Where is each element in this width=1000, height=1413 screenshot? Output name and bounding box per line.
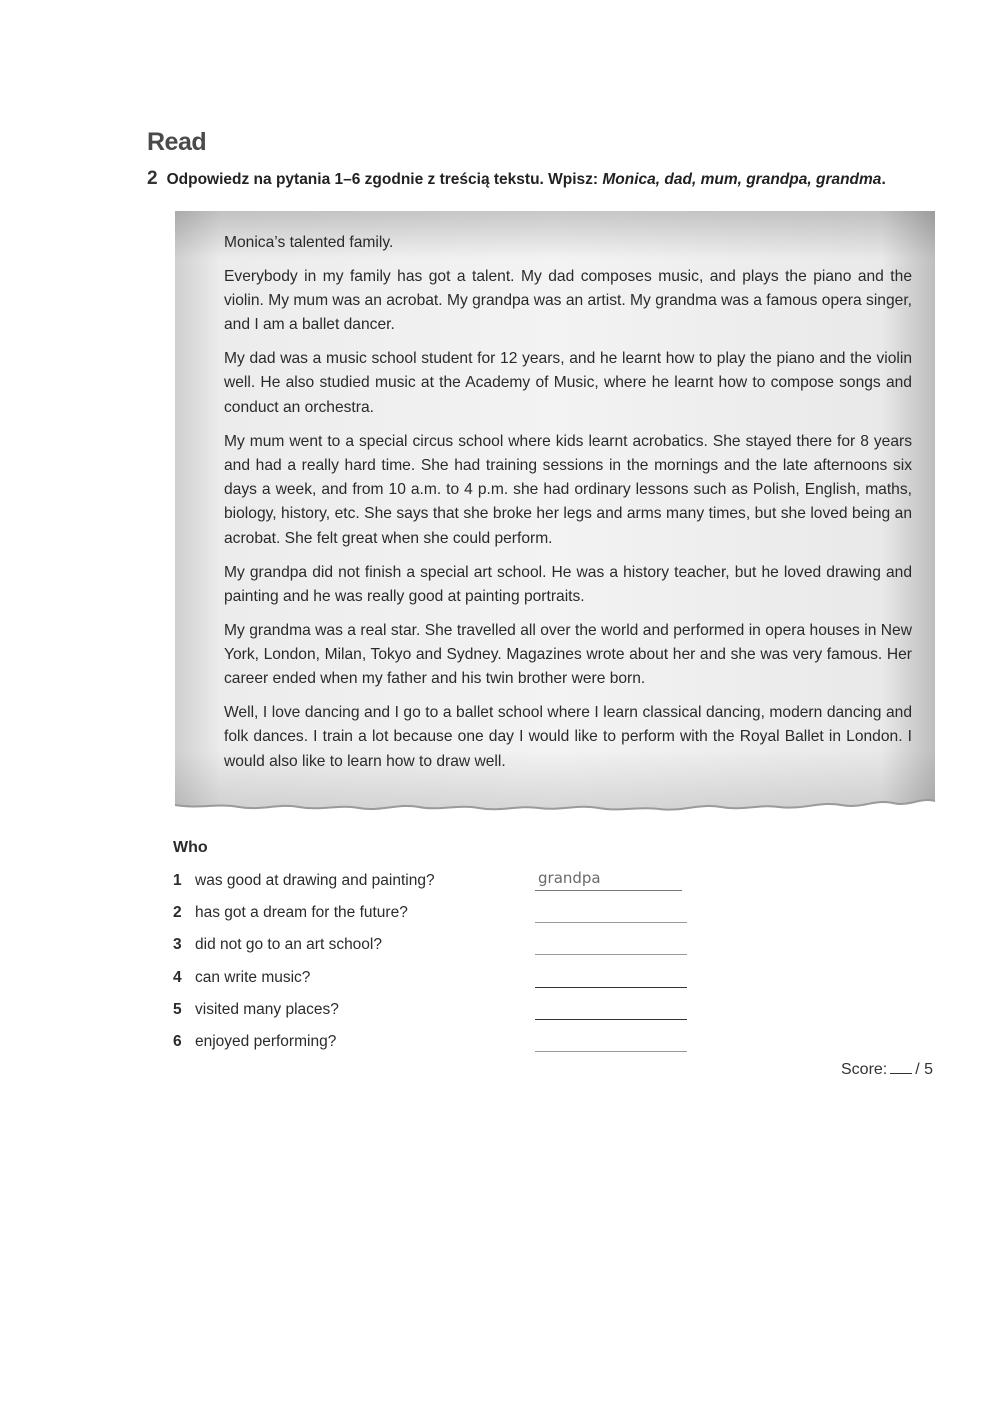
question-number: 5 bbox=[173, 1001, 182, 1018]
section-title: Read bbox=[147, 128, 207, 156]
question-number: 6 bbox=[173, 1033, 182, 1050]
question-text: enjoyed performing? bbox=[195, 1033, 337, 1050]
answer-field[interactable] bbox=[535, 901, 687, 923]
reading-passage bbox=[224, 231, 912, 783]
answer-field[interactable] bbox=[535, 998, 687, 1020]
question-text: visited many places? bbox=[195, 1001, 339, 1018]
passage-paragraph: Well, I love dancing and I go to a ballet school where I learn classical dancing, modern dancing and folk dances. I train a lot because one day I would like to perform with the Royal Ballet in London. I would also like to learn how to draw well. bbox=[224, 704, 912, 770]
passage-title: Monica’s talented family. bbox=[224, 234, 394, 251]
question-number: 4 bbox=[173, 969, 182, 986]
question-row bbox=[173, 933, 693, 957]
reading-passage-paper bbox=[173, 211, 937, 815]
score-total: / 5 bbox=[915, 1061, 934, 1078]
questions-label: Who bbox=[173, 839, 208, 856]
question-number: 3 bbox=[173, 936, 182, 953]
question-text: was good at drawing and painting? bbox=[195, 872, 435, 889]
question-text: can write music? bbox=[195, 969, 311, 986]
question-row bbox=[173, 901, 693, 925]
passage-paragraph: Everybody in my family has got a talent. My dad composes music, and plays the piano and the violin. My mum was an acrobat. My grandpa was an artist. My grandma was a famous opera singer, and I am a ballet dancer. bbox=[224, 267, 912, 334]
passage-paragraph: My dad was a music school student for 12 years, and he learnt how to play the piano and the violin well. He also studied music at the Academy of Music, where he learnt how to compose songs and conduct an orchestra. bbox=[224, 350, 912, 416]
question-number: 2 bbox=[173, 904, 182, 921]
score bbox=[841, 1059, 933, 1079]
instruction-suffix: . bbox=[881, 171, 886, 188]
question-row bbox=[173, 1030, 693, 1054]
answer-field[interactable] bbox=[535, 966, 687, 988]
question-number: 1 bbox=[173, 872, 182, 889]
passage-paragraph: My mum went to a special circus school where kids learnt acrobatics. She stayed there for 8 years and had a really hard time. She had training sessions in the mornings and the late afternoons six days a week, and from 10 a.m. to 4 p.m. she had ordinary lessons such as Polish, English, maths, biology, history, etc. She says that she broke her legs and arms many times, but she loved being an acrobat. She felt great when she could perform. bbox=[224, 432, 912, 547]
answer-field[interactable] bbox=[535, 933, 687, 955]
exercise-instruction bbox=[147, 168, 947, 190]
question-row bbox=[173, 966, 693, 990]
question-text: did not go to an art school? bbox=[195, 936, 382, 953]
question-row bbox=[173, 998, 693, 1022]
passage-paragraph: My grandma was a real star. She travelled all over the world and performed in opera houses in New York, London, Milan, Tokyo and Sydney. Magazines wrote about her and she was very famous. Her career ended when my father and his twin brother were born. bbox=[224, 621, 912, 688]
score-label: Score: bbox=[841, 1061, 888, 1078]
passage-paragraph: My grandpa did not finish a special art school. He was a history teacher, but he loved drawing and painting and he was really good at painting portraits. bbox=[224, 563, 912, 605]
instruction-words: Monica, dad, mum, grandpa, grandma bbox=[602, 171, 882, 188]
question-text: has got a dream for the future? bbox=[195, 904, 408, 921]
answer-field[interactable]: grandpa bbox=[535, 869, 682, 891]
score-blank[interactable] bbox=[890, 1059, 912, 1074]
answer-field[interactable] bbox=[535, 1030, 687, 1052]
question-row bbox=[173, 869, 693, 893]
instruction-prefix: Odpowiedz na pytania 1–6 zgodnie z treścią tekstu. Wpisz: bbox=[166, 171, 603, 188]
exercise-number: 2 bbox=[147, 168, 158, 189]
